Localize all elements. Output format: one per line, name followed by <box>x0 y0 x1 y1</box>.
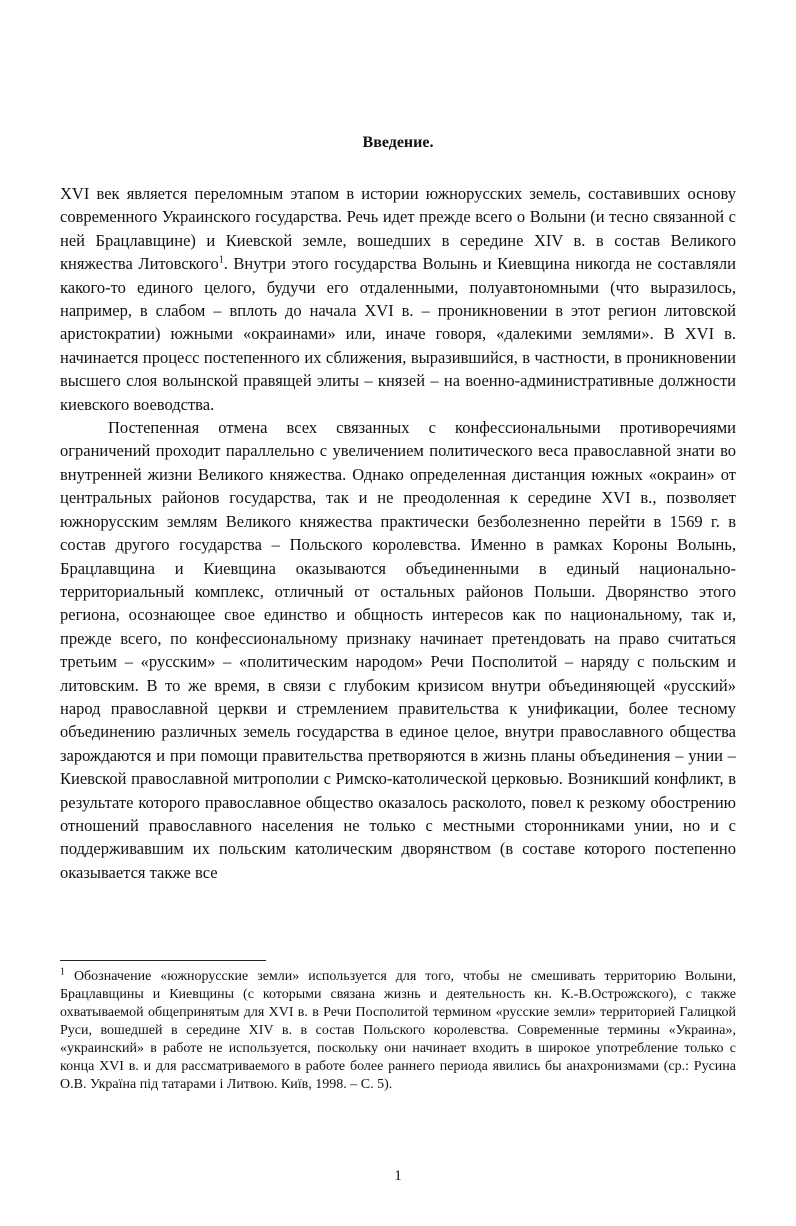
footnote-divider <box>60 960 266 961</box>
paragraph-1-start: XVI век является переломным этапом в истории южнорусских земель, составивших основу современного Украинского государства. Речь идет прежде всего о Волыни (и тесно связанной с ней Брацлавщине) и Киевской земле, вошедших в середине XIV в. в состав Великого княжества Литовского <box>60 184 736 274</box>
footnote <box>60 968 736 1094</box>
body-text <box>60 182 736 884</box>
paragraph-1-end: . Внутри этого государства Волынь и Киевщина никогда не составляли какого-то единого целого, будучи его отдаленными, полуавтономными (что выразилось, например, в слабом – вплоть до начала XVI в. – проникновении в этот регион литовской аристократии) южными «окраинами» или, иначе говоря, «далекими землями». В XVI в. начинается процесс постепенного их сближения, выразившийся, в частности, в проникновении высшего слоя волынской правящей элиты – князей – на военно-административные должности киевского воеводства. <box>60 254 736 414</box>
page-title: Введение. <box>362 134 434 151</box>
paragraph-1 <box>60 182 736 416</box>
footnote-marker: 1 <box>60 966 65 978</box>
footnote-text: Обозначение «южнорусские земли» используется для того, чтобы не смешивать территорию Волыни, Брацлавщины и Киевщины (с которыми связана жизнь и деятельность кн. К.-В.Острожского), с также охватываемой общепринятым для XVI в. в Речи Посполитой термином «русские земли» территорией Галицкой Руси, вошедшей в середине XIV в. в состав Польского королевства. Современные термины «Украина», «украинский» в работе не используется, поскольку они начинает входить в широкое употребление только с конца XVI в. и для рассматриваемого в работе более раннего периода явились бы анахронизмами (ср.: Русина О.В. Україна під татарами і Литвою. Київ, 1998. – С. 5). <box>60 969 736 1092</box>
paragraph-2: Постепенная отмена всех связанных с конфессиональными противоречиями ограничений проходит параллельно с увеличением политического веса православной знати во внутренней жизни Великого княжества. Однако определенная дистанция южных «окраин» от центральных районов государства, так и не преодоленная к середине XVI в., позволяет южнорусским землям Великого княжества практически безболезненно перейти в 1569 г. в состав другого государства – Польского королевства. Именно в рамках Короны Волынь, Брацлавщина и Киевщина оказываются объединенными в единый национально-территориальный комплекс, отличный от остальных районов Польши. Дворянство этого региона, осознающее свое единство и общность интересов как по национальному, так и, прежде всего, по конфессиональному признаку начинает претендовать на право считаться третьим – «русским» – «политическим народом» Речи Посполитой – наряду с польским и литовским. В то же время, в связи с глубоким кризисом внутри объединяющей «русский» народ православной церкви и стремлением правительства к унификации, более тесному объединению различных земель государства в единое целое, внутри православного общества зарождаются и при помощи правительства претворяются в жизнь планы объединения – унии – Киевской православной митрополии с Римско-католической церковью. Возникший конфликт, в результате которого православное общество оказалось расколото, повел к резкому обострению отношений православного населения не только с местными сторонниками унии, но и с поддерживавшим их польским католическим дворянством (в составе которого постепенно оказывается также все <box>60 418 736 882</box>
footnote-reference[interactable]: 1 <box>218 254 224 266</box>
page-number: 1 <box>394 1168 402 1184</box>
footnote-paragraph <box>60 968 736 1094</box>
